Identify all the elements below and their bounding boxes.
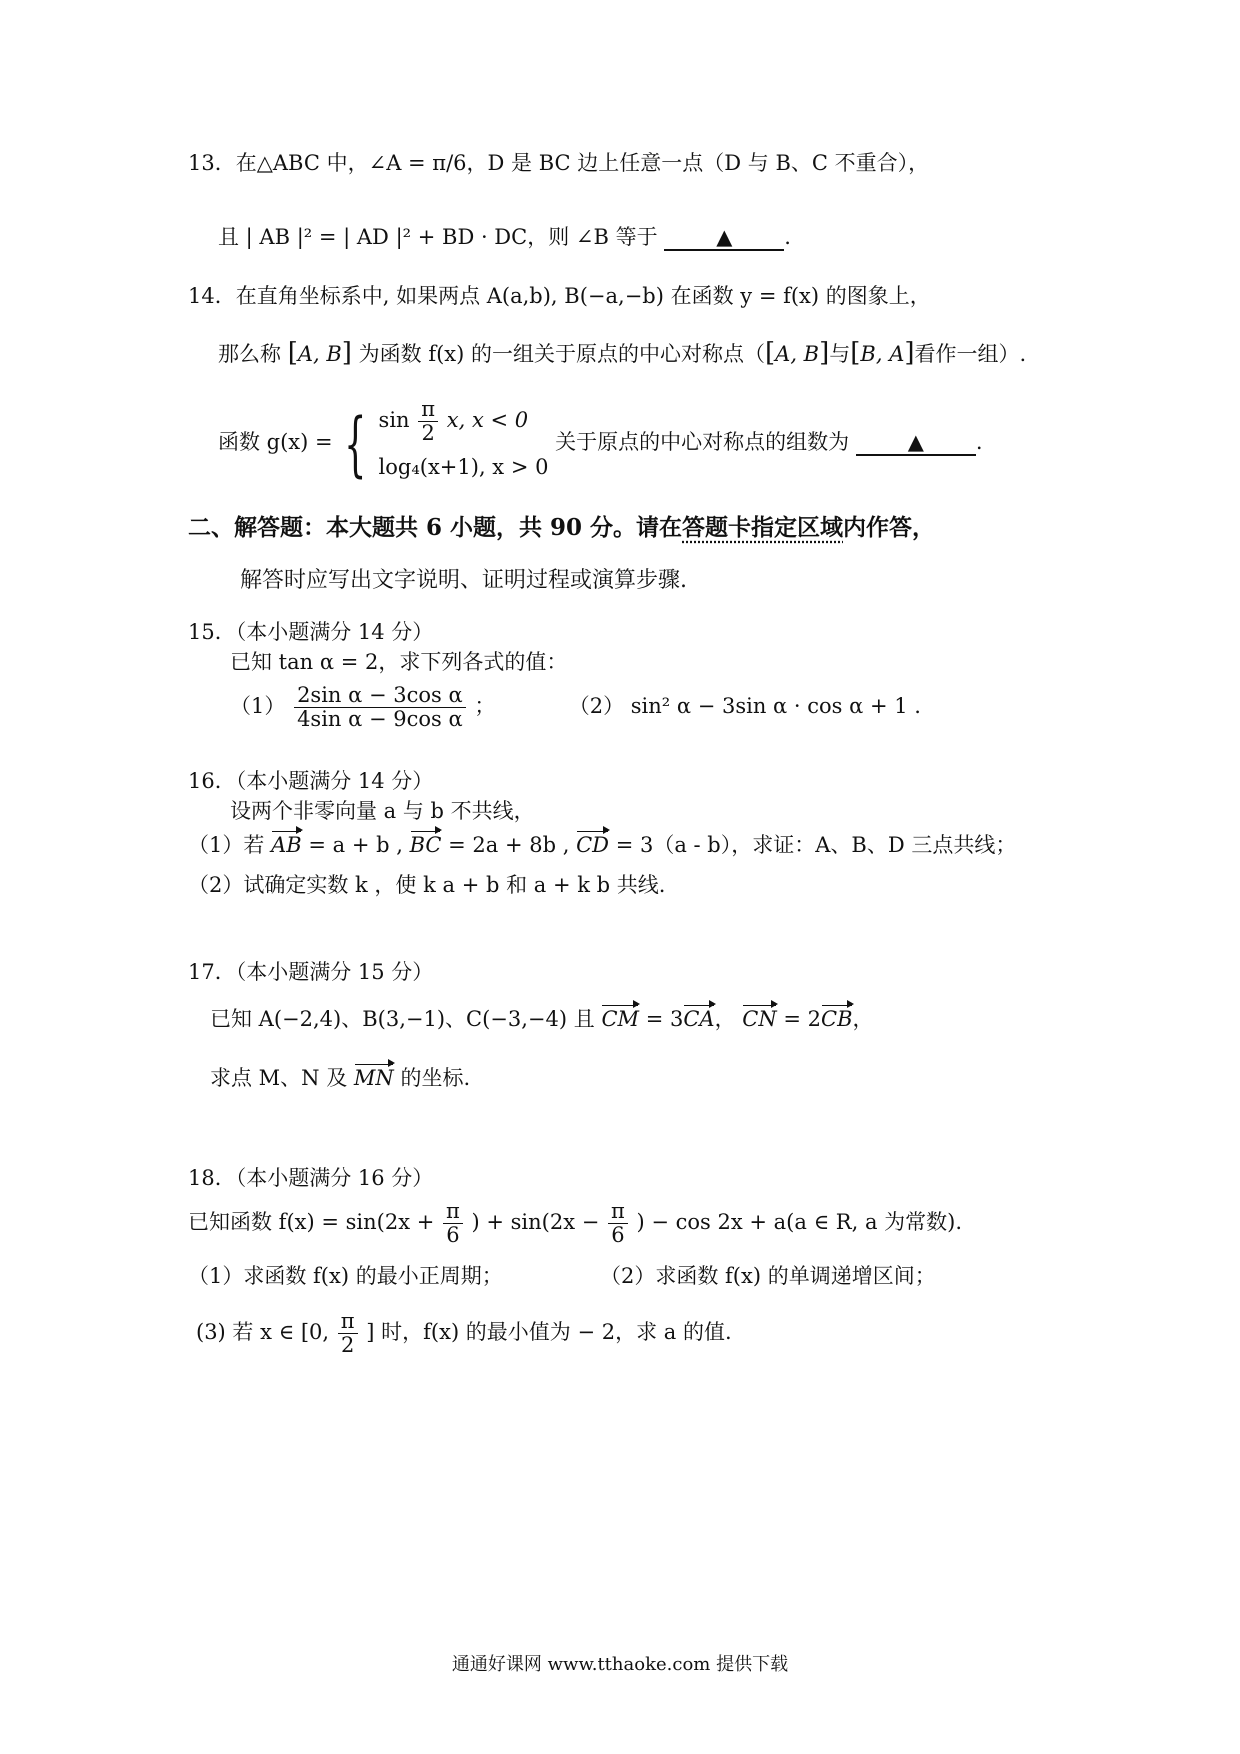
q13-end: .	[784, 225, 791, 249]
q14-bracket-open3: [	[850, 338, 861, 368]
sec2-line1	[188, 513, 935, 543]
q14-bracket-close2: ]	[819, 338, 830, 368]
sec2-text1c: 内作答，	[843, 514, 936, 541]
q18-part1: （1）求函数 f(x) 的最小正周期；	[188, 1264, 503, 1288]
q17-text2a: 求点 M、N 及	[210, 1066, 348, 1090]
q18-line3	[196, 1310, 732, 1357]
q18-head	[188, 1163, 433, 1193]
q18-frac1-num: π	[443, 1200, 463, 1224]
q14-text2c: 与	[829, 342, 851, 366]
q17-text1c: ，	[714, 1007, 736, 1031]
footer: 通通好课网 www.tthaoke.com 提供下载	[451, 1654, 789, 1675]
q14-bracket-close: ]	[341, 338, 352, 368]
q15-part1-den: 4sin α − 9cos α	[297, 707, 463, 732]
q16-text2b: = a + b ,	[308, 833, 403, 857]
sec2-line2	[240, 566, 687, 596]
q17-head-text: 17．（本小题满分 15 分）	[188, 960, 434, 984]
q15-part1-label: （1）	[230, 694, 286, 719]
q15-part1-frac	[294, 684, 466, 731]
q14-bracket-open: [	[287, 338, 298, 368]
q14-text2a: 那么称	[218, 342, 281, 366]
q13-text1: 13．在△ABC 中，∠A = π/6，D 是 BC 边上任意一点（D 与 B、C 不重合），	[188, 151, 930, 175]
q15-part1-num: 2sin α − 3cos α	[294, 684, 466, 708]
q14-case1-den: 2	[421, 421, 435, 446]
q14-text3b: 关于原点的中心对称点的组数为	[555, 430, 850, 455]
q16-vector-cd: CD	[576, 830, 609, 860]
q17-vector-cn: CN	[742, 1004, 776, 1034]
q15-part2: （2） sin² α − 3sin α · cos α + 1 .	[568, 694, 921, 719]
q18-part3a: (3) 若 x ∈ [0,	[196, 1320, 330, 1345]
q14-bracket-close3: ]	[904, 338, 915, 368]
q16-text2a: （1）若	[188, 833, 265, 857]
q18-text1c: ) − cos 2x + a(a ∈ R, a 为常数).	[636, 1210, 963, 1235]
q17-text1d: = 2	[783, 1007, 822, 1031]
q17-vector-ca: CA	[683, 1004, 714, 1034]
q14-case1-frac	[418, 398, 438, 445]
q14-pair-ab-2: A, B	[775, 342, 820, 366]
q16-line3	[188, 870, 665, 900]
q14-end: .	[975, 430, 983, 455]
q14-left-brace: {	[344, 402, 367, 485]
q18-frac3-den: 2	[340, 1333, 355, 1358]
q14-pair-ab: A, B	[297, 342, 342, 366]
q14-line3	[218, 398, 983, 489]
q17-text2b: 的坐标.	[400, 1066, 471, 1090]
q18-part3b: ] 时，f(x) 的最小值为 − 2，求 a 的值.	[366, 1320, 732, 1345]
q13-text2: 且 | AB |² = | AD |² + BD · DC，则 ∠B 等于	[218, 225, 658, 249]
q14-case1-rest: x, x < 0	[446, 408, 529, 433]
q16-line2	[188, 830, 1016, 860]
q13-line1	[188, 148, 929, 178]
q18-frac2-num: π	[608, 1200, 628, 1224]
q17-text1b: = 3	[645, 1007, 684, 1031]
q14-cases	[379, 398, 549, 489]
q14-case2: log₄(x+1), x > 0	[378, 455, 549, 480]
q14-line1	[188, 281, 931, 311]
q18-line1	[188, 1200, 962, 1247]
q16-line1	[230, 796, 535, 826]
q16-head	[188, 766, 433, 796]
sec2-text2: 解答时应写出文字说明、证明过程或演算步骤.	[240, 568, 687, 593]
q14-g-def: 函数 g(x) =	[218, 430, 333, 455]
q15-part1-end: ；	[474, 694, 496, 719]
q17-vector-cm: CM	[601, 1004, 639, 1034]
q18-frac2	[608, 1200, 628, 1247]
q16-text3: （2）试确定实数 k ，使 k a + b 和 a + k b 共线.	[188, 873, 666, 897]
q15-line1	[230, 647, 567, 677]
q16-vector-ab: AB	[271, 830, 302, 860]
q17-line2	[210, 1063, 470, 1093]
q14-text2b: 为函数 f(x) 的一组关于原点的中心对称点（	[358, 342, 765, 366]
q18-head-text: 18．（本小题满分 16 分）	[188, 1166, 434, 1190]
q15-text1: 已知 tan α = 2，求下列各式的值：	[230, 650, 568, 674]
q13-answer-blank: ▲	[664, 225, 784, 251]
q17-text1a: 已知 A(−2,4)、B(3,−1)、C(−3,−4) 且	[210, 1007, 595, 1031]
q17-text1e: ，	[852, 1007, 874, 1031]
q14-text2d: 看作一组）.	[914, 342, 1027, 366]
q16-text2c: = 2a + 8b ,	[448, 833, 570, 857]
q14-bracket-open2: [	[765, 338, 776, 368]
q14-text1: 14．在直角坐标系中, 如果两点 A(a,b), B(−a,−b) 在函数 y = f(x) 的图象上，	[188, 284, 931, 308]
q15-head	[188, 617, 433, 647]
q15-head-text: 15．（本小题满分 14 分）	[188, 620, 434, 644]
q18-text1a: 已知函数 f(x) = sin(2x +	[188, 1210, 435, 1235]
q18-frac1	[443, 1200, 463, 1247]
q17-vector-mn: MN	[354, 1063, 394, 1093]
q18-frac3-num: π	[338, 1310, 358, 1334]
sec2-text1b: 答题卡指定区域	[682, 514, 844, 541]
q18-part2: （2）求函数 f(x) 的单调递增区间；	[600, 1264, 936, 1288]
q16-text1: 设两个非零向量 a 与 b 不共线，	[230, 799, 535, 823]
q18-line2b	[600, 1261, 936, 1291]
q14-answer-blank: ▲	[856, 430, 976, 456]
q18-line2	[188, 1261, 503, 1291]
q15-parts	[230, 684, 921, 731]
q14-case1-sin: sin	[378, 408, 410, 433]
q14-case1-num: π	[418, 398, 438, 422]
q16-head-text: 16．（本小题满分 14 分）	[188, 769, 434, 793]
q17-vector-cb: CB	[821, 1004, 853, 1034]
q14-line2	[218, 338, 1026, 369]
q18-frac1-den: 6	[446, 1223, 460, 1248]
q18-text1b: ) + sin(2x −	[471, 1210, 600, 1235]
q16-text2d: = 3（a - b），求证：A、B、D 三点共线；	[615, 833, 1017, 857]
q13-line2	[218, 222, 791, 252]
q14-pair-ba: B, A	[860, 342, 905, 366]
sec2-text1a: 二、解答题：本大题共 6 小题，共 90 分。请在	[188, 514, 683, 541]
q18-frac3	[338, 1310, 358, 1357]
q17-line1	[210, 1004, 874, 1034]
q18-frac2-den: 6	[611, 1223, 625, 1248]
q17-head	[188, 957, 433, 987]
q14-case1	[379, 398, 549, 445]
q16-vector-bc: BC	[410, 830, 442, 860]
